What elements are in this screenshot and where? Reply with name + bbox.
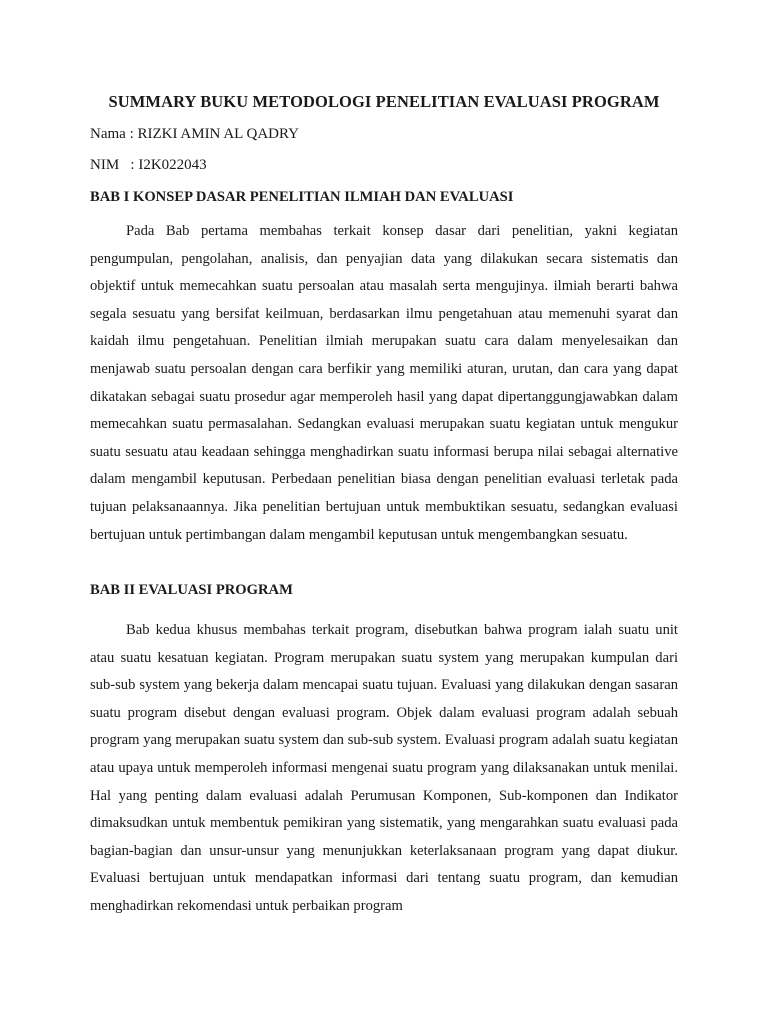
document-title: SUMMARY BUKU METODOLOGI PENELITIAN EVALUASI PROGRAM (108, 92, 660, 111)
author-name-line: Nama : RIZKI AMIN AL QADRY (90, 126, 300, 142)
section-paragraph-bab-2: Bab kedua khusus membahas terkait program, disebutkan bahwa program ialah suatu unit atau suatu kesatuan kegiatan. Program merupakan suatu system yang merupakan kumpulan dari sub-sub system yang bekerja dalam mencapai suatu tujuan. Evaluasi yang dilakukan dengan sasaran suatu program disebut dengan evaluasi program. Objek dalam evaluasi program adalah sebuah program yang merupakan suatu system dan sub-sub system. Evaluasi program adalah suatu kegiatan atau upaya untuk memperoleh informasi mengenai suatu program yang dilaksanakan untuk menilai. Hal yang penting dalam evaluasi adalah Perumusan Komponen, Sub-komponen dan Indikator dimaksudkan untuk membentuk pemikiran yang sistematik, yang mengarahkan suatu evaluasi pada bagian-bagian dan unsur-unsur yang menunjukkan keterlaksanaan program yang dapat diukur. Evaluasi bertujuan untuk mendapatkan informasi dari tentang suatu program, dan kemudian menghadirkan rekomendasi untuk perbaikan program (90, 622, 678, 914)
section-paragraph-bab-1: Pada Bab pertama membahas terkait konsep dasar dari penelitian, yakni kegiatan pengumpulan, pengolahan, analisis, dan penyajian data yang dilakukan secara sistematis dan objektif untuk memecahkan suatu persoalan atau masalah serta mengujinya. ilmiah berarti bahwa segala sesuatu yang bersifat keilmuan, berdasarkan ilmu pengetahuan atau memenuhi syarat dan kaidah ilmu pengetahuan. Penelitian ilmiah merupakan suatu cara dalam menyelesaikan dan menjawab suatu persoalan dengan cara berfikir yang memiliki aturan, urutan, dan cara yang dapat dikatakan sebagai suatu prosedur agar memperoleh hasil yang dapat dipertanggungjawabkan dalam memecahkan suatu permasalahan. Sedangkan evaluasi merupakan suatu kegiatan untuk mengukur suatu sesuatu atau keadaan sehingga menghadirkan suatu informasi berupa nilai sebagai alternative dalam mengambil keputusan. Perbedaan penelitian biasa dengan penelitian evaluasi terletak pada tujuan pelaksanaannya. Jika penelitian bertujuan untuk membuktikan sesuatu, sedangkan evaluasi bertujuan untuk pertimbangan dalam mengambil keputusan untuk mengembangkan sesuatu. (90, 223, 678, 543)
student-id-line: NIM : I2K022043 (90, 157, 207, 173)
section-heading-bab-1: BAB I KONSEP DASAR PENELITIAN ILMIAH DAN EVALUASI (90, 189, 514, 205)
section-heading-bab-2: BAB II EVALUASI PROGRAM (90, 582, 293, 598)
